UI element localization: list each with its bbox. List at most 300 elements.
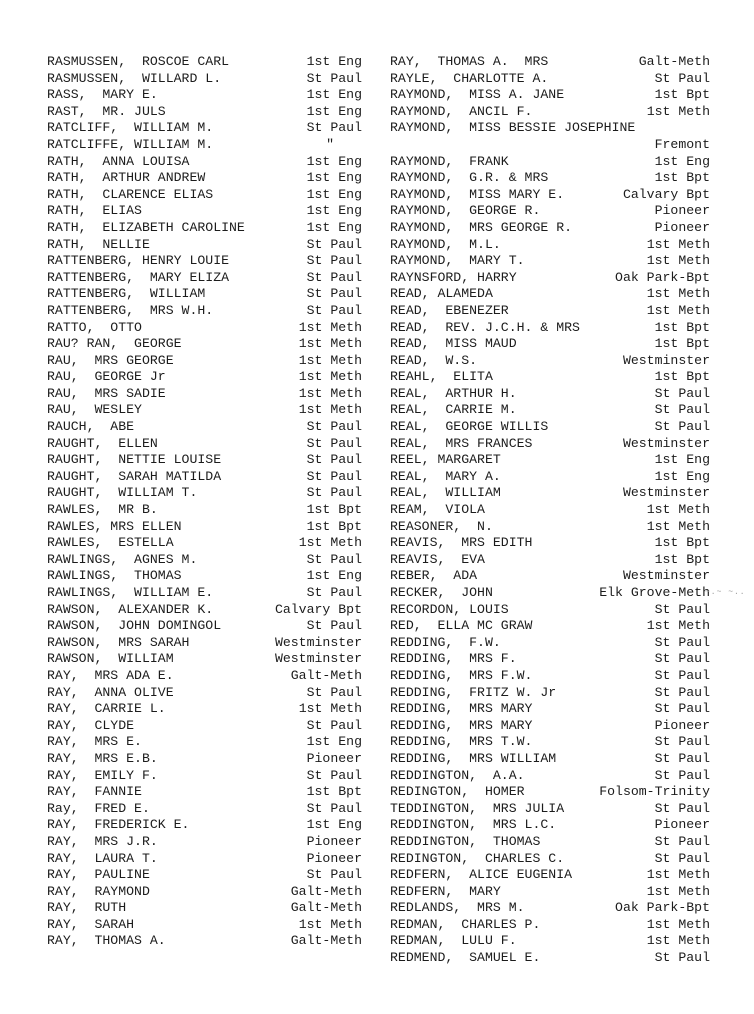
list-item — [390, 485, 710, 502]
list-item — [47, 54, 362, 71]
entry-church: " — [326, 136, 334, 152]
list-item — [390, 751, 710, 768]
entry-name: RAY, MRS J.R. — [47, 833, 158, 849]
entry-name: REAM, VIOLA — [390, 502, 485, 518]
entry-name: READ, MISS MAUD — [390, 336, 517, 352]
entry-church: 1st Eng — [306, 186, 362, 202]
entry-name: RAU, MRS GEORGE — [47, 352, 174, 368]
entry-name: READ, ALAMEDA — [390, 286, 493, 302]
entry-church: Westminster — [622, 352, 710, 368]
list-item — [390, 917, 710, 934]
list-item — [47, 618, 362, 635]
list-item — [47, 900, 362, 917]
entry-name: RAY, MRS E. — [47, 734, 142, 750]
entry-church: St Paul — [654, 70, 710, 86]
entry-church: St Paul — [306, 302, 362, 318]
entry-name: RAWSON, WILLIAM — [47, 651, 174, 667]
list-item — [47, 386, 362, 403]
entry-name: RAY, THOMAS A. MRS — [390, 54, 549, 69]
entry-church: 1st Meth — [646, 883, 710, 899]
list-item — [390, 336, 710, 353]
entry-name: RATH, ARTHUR ANDREW — [47, 170, 206, 186]
entry-church: St Paul — [306, 452, 362, 468]
entry-church: 1st Eng — [654, 452, 710, 468]
list-item — [390, 469, 710, 486]
entry-church: Westminster — [622, 485, 710, 501]
entry-name: RAY, RUTH — [47, 900, 127, 916]
entry-name: RAYMOND, FRANK — [390, 153, 509, 169]
list-item — [390, 618, 710, 635]
list-item — [390, 602, 710, 619]
entry-church: 1st Meth — [646, 236, 710, 252]
entry-church: 1st Meth — [646, 618, 710, 634]
entry-name: REDMEND, SAMUEL E. — [390, 950, 541, 966]
entry-name: READ, W.S. — [390, 352, 478, 368]
entry-church: Pioneer — [654, 717, 710, 733]
list-item — [47, 170, 362, 187]
list-item — [47, 668, 362, 685]
list-item — [47, 220, 362, 237]
margin-mark: ~.~ ~.. — [705, 588, 746, 597]
entry-church: Westminster — [274, 651, 362, 667]
list-item — [390, 436, 710, 453]
entry-name: RAU, WESLEY — [47, 402, 142, 418]
list-item — [47, 751, 362, 768]
entry-church: St Paul — [654, 950, 710, 966]
entry-church: 1st Meth — [298, 319, 362, 335]
list-item — [47, 320, 362, 337]
entry-name: RATTENBERG, MRS W.H. — [47, 302, 214, 318]
entry-name: REEL, MARGARET — [390, 452, 501, 468]
entry-name: REDDING, MRS T.W. — [390, 734, 533, 750]
list-item — [47, 369, 362, 386]
entry-church: 1st Meth — [298, 369, 362, 385]
list-item — [47, 336, 362, 353]
entry-name: REDFERN, MARY — [390, 883, 501, 899]
list-item — [390, 701, 710, 718]
list-item — [47, 585, 362, 602]
list-item — [47, 469, 362, 486]
entry-church: Pioneer — [654, 817, 710, 833]
entry-church: St Paul — [654, 634, 710, 650]
entry-church: Elk Grove-Meth — [599, 585, 710, 600]
entry-name: REBER, ADA — [390, 568, 478, 584]
entry-church: Pioneer — [654, 203, 710, 219]
entry-name: RAUGHT, NETTIE LOUISE — [47, 452, 222, 468]
entry-church: St Paul — [306, 286, 362, 302]
entry-name: RAWSON, JOHN DOMINGOL — [47, 618, 222, 634]
list-item — [47, 851, 362, 868]
entry-name: RAY, SARAH — [47, 916, 135, 932]
list-item — [390, 668, 710, 685]
entry-church: St Paul — [306, 435, 362, 451]
entry-name: RAYMOND, ANCIL F. — [390, 103, 533, 119]
entry-church: St Paul — [306, 684, 362, 700]
entry-name: RAYMOND, MISS A. JANE — [390, 87, 565, 103]
entry-name: TEDDINGTON, MRS JULIA — [390, 800, 565, 816]
entry-name: REDDING, FRITZ W. Jr — [390, 684, 557, 700]
entry-name: REDINGTON, CHARLES C. — [390, 850, 565, 866]
entry-name: RASMUSSEN, ROSCOE CARL — [47, 54, 230, 69]
entry-name: REDDINGTON, THOMAS — [390, 833, 541, 849]
list-item — [390, 718, 710, 735]
list-item — [390, 452, 710, 469]
entry-name: RAY, FANNIE — [47, 784, 142, 800]
entry-church: Pioneer — [654, 219, 710, 235]
entry-name: RAY, LAURA T. — [47, 850, 158, 866]
entry-name: RAWSON, ALEXANDER K. — [47, 601, 214, 617]
entry-name: REAVIS, EVA — [390, 551, 485, 567]
entry-name: RASS, MARY E. — [47, 87, 158, 103]
entry-church: St Paul — [654, 402, 710, 418]
entry-church: Folsom-Trinity — [599, 784, 710, 800]
list-item — [47, 784, 362, 801]
entry-church: Westminster — [622, 568, 710, 584]
list-item — [47, 718, 362, 735]
entry-church: 1st Bpt — [654, 336, 710, 352]
list-item — [47, 834, 362, 851]
list-item — [47, 701, 362, 718]
entry-church: St Paul — [306, 253, 362, 269]
list-item — [47, 419, 362, 436]
entry-church: 1st Bpt — [306, 784, 362, 800]
list-item — [390, 552, 710, 569]
entry-name: RAY, MRS E.B. — [47, 750, 158, 766]
list-item — [47, 768, 362, 785]
entry-church: 1st Bpt — [306, 518, 362, 534]
entry-church: St Paul — [654, 850, 710, 866]
entry-name: RAYNSFORD, HARRY — [390, 269, 517, 285]
entry-name: RATCLIFFE, WILLIAM M. — [47, 136, 214, 152]
entry-church: St Paul — [654, 734, 710, 750]
entry-name: RAST, MR. JULS — [47, 103, 166, 119]
entry-name: RAWSON, MRS SARAH — [47, 634, 190, 650]
entry-name: REDFERN, ALICE EUGENIA — [390, 867, 573, 883]
entry-name: RATH, ELIZABETH CAROLINE — [47, 219, 245, 235]
entry-name: REAHL, ELITA — [390, 369, 493, 385]
list-item — [47, 801, 362, 818]
list-item — [390, 71, 710, 88]
entry-name: RAUGHT, WILLIAM T. — [47, 485, 198, 501]
entry-church: St Paul — [306, 485, 362, 501]
list-item — [390, 253, 710, 270]
list-item — [47, 237, 362, 254]
entry-church: 1st Meth — [646, 933, 710, 949]
entry-church: St Paul — [306, 269, 362, 285]
list-item — [390, 585, 710, 602]
entry-name: RAYMOND, GEORGE R. — [390, 203, 541, 219]
list-item — [390, 320, 710, 337]
entry-church: Pioneer — [306, 833, 362, 849]
entry-church: Westminster — [622, 435, 710, 451]
entry-church: 1st Meth — [298, 385, 362, 401]
entry-church: 1st Eng — [306, 734, 362, 750]
entry-name: REAVIS, MRS EDITH — [390, 535, 533, 551]
entry-name: RAWLES, MR B. — [47, 502, 158, 518]
list-item — [390, 900, 710, 917]
list-item — [390, 203, 710, 220]
list-item — [390, 419, 710, 436]
entry-name: REAL, ARTHUR H. — [390, 385, 517, 401]
list-item — [47, 120, 362, 137]
entry-church: St Paul — [654, 833, 710, 849]
entry-church: 1st Eng — [306, 54, 362, 69]
entry-name: RAYMOND, MISS MARY E. — [390, 186, 565, 202]
list-item — [390, 568, 710, 585]
entry-name: RAWLINGS, AGNES M. — [47, 551, 198, 567]
list-item — [390, 867, 710, 884]
entry-church: 1st Bpt — [654, 87, 710, 103]
entry-church: Galt-Meth — [290, 933, 362, 949]
entry-name: RAYMOND, MARY T. — [390, 253, 525, 269]
list-item — [47, 353, 362, 370]
entry-name: RATCLIFF, WILLIAM M. — [47, 120, 214, 136]
entry-church: 1st Meth — [646, 103, 710, 119]
list-item — [47, 635, 362, 652]
entry-name: RAWLES, ESTELLA — [47, 535, 174, 551]
entry-name: RAY, THOMAS A. — [47, 933, 166, 949]
entry-name: RATH, ANNA LOUISA — [47, 153, 190, 169]
entry-church: 1st Meth — [646, 302, 710, 318]
entry-church: 1st Eng — [306, 87, 362, 103]
entry-name: RASMUSSEN, WILLARD L. — [47, 70, 222, 86]
entry-church: St Paul — [306, 585, 362, 600]
list-item — [390, 353, 710, 370]
entry-church: St Paul — [654, 750, 710, 766]
list-item — [47, 817, 362, 834]
entry-name: RAWLINGS, WILLIAM E. — [47, 585, 214, 600]
list-item — [47, 519, 362, 536]
entry-church: 1st Bpt — [654, 170, 710, 186]
list-item — [390, 154, 710, 171]
list-item — [47, 104, 362, 121]
entry-church: St Paul — [306, 800, 362, 816]
entry-name: READ, EBENEZER — [390, 302, 509, 318]
list-item — [390, 535, 710, 552]
list-item — [390, 87, 710, 104]
entry-name: RAY, PAULINE — [47, 867, 150, 883]
entry-name: REDDING, F.W. — [390, 634, 501, 650]
list-item — [47, 602, 362, 619]
entry-church: 1st Meth — [646, 916, 710, 932]
entry-church: 1st Meth — [646, 253, 710, 269]
entry-name: RECORDON, LOUIS — [390, 601, 509, 617]
entry-name: RAUCH, ABE — [47, 419, 135, 435]
right-column — [390, 54, 710, 967]
list-item — [47, 402, 362, 419]
entry-church: 1st Eng — [306, 203, 362, 219]
entry-name: RATH, ELIAS — [47, 203, 142, 219]
list-item — [390, 933, 710, 950]
entry-church: 1st Eng — [306, 219, 362, 235]
list-item — [390, 817, 710, 834]
entry-church: 1st Bpt — [654, 319, 710, 335]
entry-church: St Paul — [654, 385, 710, 401]
list-item — [390, 768, 710, 785]
entry-name: REDLANDS, MRS M. — [390, 900, 525, 916]
list-item — [47, 734, 362, 751]
list-item — [47, 651, 362, 668]
list-item — [47, 187, 362, 204]
entry-church: Pioneer — [306, 750, 362, 766]
entry-church: 1st Meth — [298, 402, 362, 418]
entry-name: REASONER, N. — [390, 518, 493, 534]
entry-church: 1st Meth — [646, 867, 710, 883]
entry-church: 1st Bpt — [654, 535, 710, 551]
list-item — [47, 303, 362, 320]
entry-name: RAU, MRS SADIE — [47, 385, 166, 401]
list-item — [47, 535, 362, 552]
list-item — [390, 104, 710, 121]
entry-church: 1st Meth — [298, 336, 362, 352]
entry-name: Ray, FRED E. — [47, 800, 150, 816]
list-item — [47, 436, 362, 453]
entry-name: REAL, MRS FRANCES — [390, 435, 533, 451]
list-item — [47, 452, 362, 469]
entry-name: READ, REV. J.C.H. & MRS — [390, 319, 580, 335]
list-item — [47, 485, 362, 502]
entry-church: St Paul — [654, 667, 710, 683]
entry-name: RAY, ANNA OLIVE — [47, 684, 174, 700]
entry-church: St Paul — [306, 120, 362, 136]
list-item — [390, 651, 710, 668]
entry-church: Pioneer — [306, 850, 362, 866]
list-item — [390, 220, 710, 237]
list-item — [390, 834, 710, 851]
entry-name: RAUGHT, ELLEN — [47, 435, 158, 451]
list-item — [390, 734, 710, 751]
entry-name: RATTENBERG, MARY ELIZA — [47, 269, 230, 285]
entry-church: 1st Bpt — [654, 369, 710, 385]
entry-church: 1st Eng — [306, 817, 362, 833]
entry-name: RAWLINGS, THOMAS — [47, 568, 182, 584]
list-item — [390, 369, 710, 386]
entry-name: RAU? RAN, GEORGE — [47, 336, 182, 352]
list-item — [390, 685, 710, 702]
list-item — [47, 71, 362, 88]
entry-name: RAY, EMILY F. — [47, 767, 158, 783]
list-item — [390, 170, 710, 187]
entry-church: 1st Meth — [298, 535, 362, 551]
entry-name: REAL, MARY A. — [390, 468, 501, 484]
entry-church: 1st Eng — [306, 153, 362, 169]
entry-church: 1st Bpt — [654, 551, 710, 567]
entry-name: REDDINGTON, MRS L.C. — [390, 817, 557, 833]
list-item — [390, 120, 710, 153]
entry-church: St Paul — [654, 701, 710, 717]
entry-church: St Paul — [306, 867, 362, 883]
entry-church: Galt-Meth — [290, 667, 362, 683]
list-item — [390, 502, 710, 519]
entry-name: RED, ELLA MC GRAW — [390, 618, 533, 634]
list-item — [390, 237, 710, 254]
list-item — [47, 884, 362, 901]
entry-church: 1st Meth — [646, 518, 710, 534]
list-item — [47, 253, 362, 270]
entry-name: REDDING, MRS F.W. — [390, 667, 533, 683]
list-item — [47, 685, 362, 702]
left-column — [47, 54, 362, 950]
entry-church: St Paul — [306, 551, 362, 567]
list-item — [47, 203, 362, 220]
list-item — [47, 154, 362, 171]
list-item — [390, 851, 710, 868]
list-item — [390, 884, 710, 901]
entry-name: RAYLE, CHARLOTTE A. — [390, 70, 549, 86]
entry-name: RAU, GEORGE Jr — [47, 369, 166, 385]
entry-name: RAYMOND, G.R. & MRS — [390, 170, 549, 186]
entry-church: St Paul — [654, 800, 710, 816]
entry-name: REDINGTON, HOMER — [390, 784, 525, 800]
entry-church: Calvary Bpt — [622, 186, 710, 202]
list-item — [390, 303, 710, 320]
list-item — [47, 87, 362, 104]
entry-church: 1st Eng — [306, 170, 362, 186]
entry-name: REAL, WILLIAM — [390, 485, 501, 501]
entry-name: REDMAN, LULU F. — [390, 933, 517, 949]
entry-name: RAY, MRS ADA E. — [47, 667, 174, 683]
entry-church: St Paul — [654, 419, 710, 435]
entry-name: REDDING, MRS F. — [390, 651, 517, 667]
entry-name: REDDING, MRS MARY — [390, 701, 533, 717]
list-item — [390, 519, 710, 536]
entry-church: St Paul — [654, 767, 710, 783]
list-item — [390, 54, 710, 71]
list-item — [47, 867, 362, 884]
entry-church: St Paul — [654, 684, 710, 700]
entry-church: St Paul — [306, 468, 362, 484]
entry-church: 1st Bpt — [306, 502, 362, 518]
entry-name: RATTENBERG, WILLIAM — [47, 286, 206, 302]
entry-church: Galt-Meth — [290, 900, 362, 916]
list-item — [390, 635, 710, 652]
list-item — [47, 502, 362, 519]
entry-name: REAL, CARRIE M. — [390, 402, 517, 418]
list-item — [47, 286, 362, 303]
entry-name: RATTENBERG, HENRY LOUIE — [47, 253, 230, 269]
list-item — [390, 402, 710, 419]
entry-church: 1st Meth — [646, 502, 710, 518]
list-item — [390, 950, 710, 967]
entry-church: Oak Park-Bpt — [615, 269, 710, 285]
entry-church: 1st Meth — [298, 352, 362, 368]
entry-church: St Paul — [306, 717, 362, 733]
entry-name: RAYMOND, M.L. — [390, 236, 501, 252]
entry-name: REDDINGTON, A.A. — [390, 767, 525, 783]
entry-name: REDDING, MRS MARY — [390, 717, 533, 733]
list-item — [47, 270, 362, 287]
entry-name: RAYMOND, MISS BESSIE JOSEPHINE — [390, 120, 636, 136]
entry-name: RAY, CARRIE L. — [47, 701, 166, 717]
entry-name: REDDING, MRS WILLIAM — [390, 750, 557, 766]
list-item — [47, 552, 362, 569]
entry-church: Fremont — [654, 136, 710, 152]
entry-church: St Paul — [306, 419, 362, 435]
entry-church: St Paul — [654, 601, 710, 617]
entry-name: RECKER, JOHN — [390, 585, 493, 600]
entry-church: Westminster — [274, 634, 362, 650]
entry-church: 1st Meth — [646, 286, 710, 302]
entry-name: REAL, GEORGE WILLIS — [390, 419, 549, 435]
entry-church: St Paul — [306, 70, 362, 86]
list-item — [47, 917, 362, 934]
entry-church: Galt-Meth — [290, 883, 362, 899]
entry-church: 1st Eng — [654, 153, 710, 169]
list-item — [390, 187, 710, 204]
entry-church: St Paul — [306, 618, 362, 634]
list-item — [47, 568, 362, 585]
entry-church: St Paul — [654, 651, 710, 667]
